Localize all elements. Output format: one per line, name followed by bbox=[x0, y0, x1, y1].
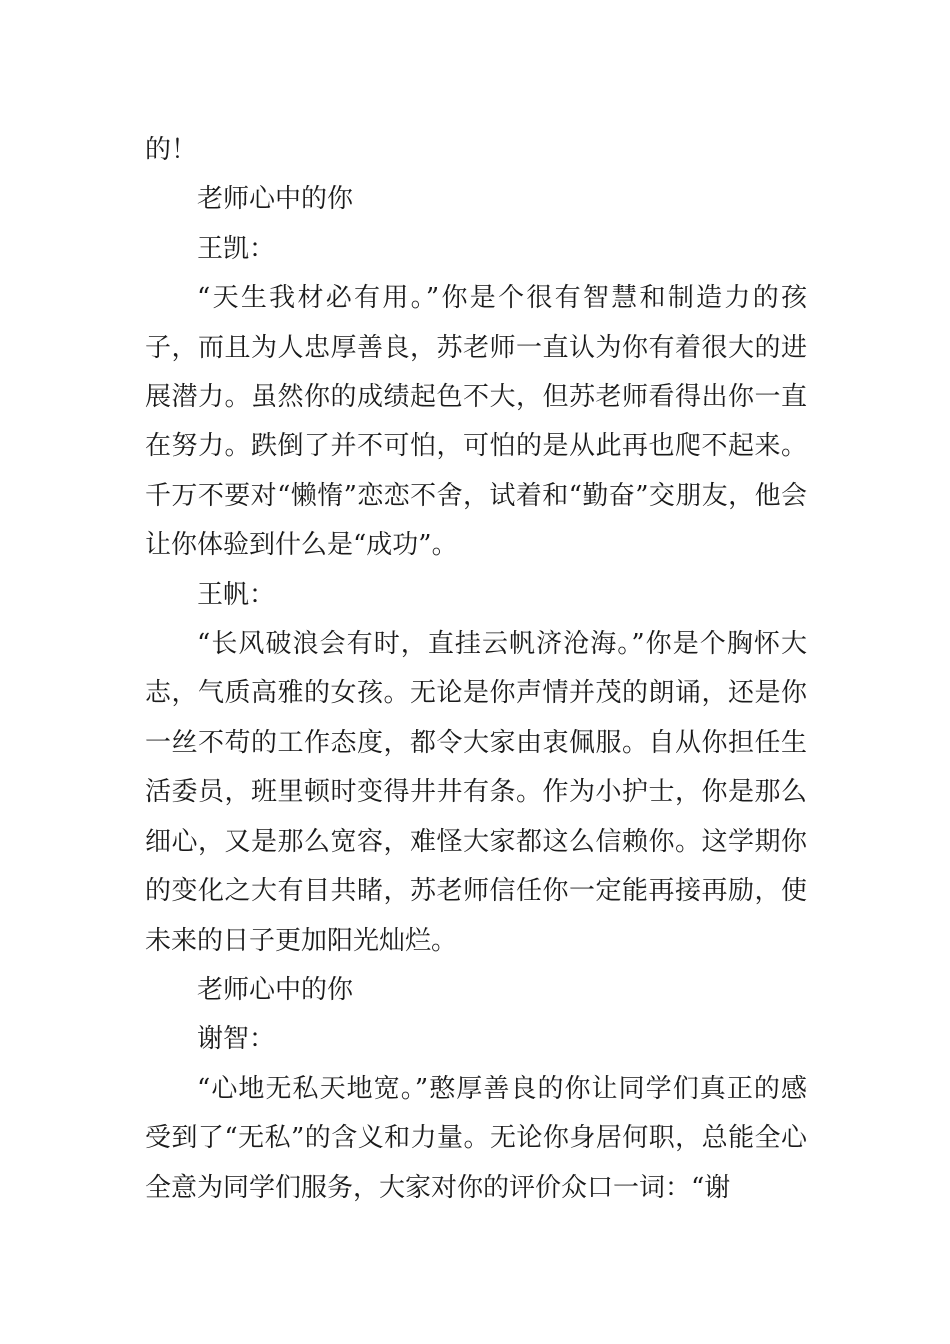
student-name-wangfan: 王帆： bbox=[197, 579, 276, 610]
section-heading: 老师心中的你 bbox=[197, 974, 354, 1005]
document-body bbox=[145, 126, 807, 1213]
student-name-wangkai: 王凯： bbox=[197, 233, 276, 264]
comment-paragraph-xiezhi: “心地无私天地宽。”憨厚善良的你让同学们真正的感受到了“无私”的含义和力量。无论你身居何职，总能全心全意为同学们服务，大家对你的评价众口一词：“谢 bbox=[145, 1073, 807, 1203]
comment-paragraph-wangfan: “长风破浪会有时，直挂云帆济沧海。”你是个胸怀大志，气质高雅的女孩。无论是你声情并茂的朗诵，还是你一丝不苟的工作态度，都令大家由衷佩服。自从你担任生活委员，班里顿时变得井井有条。作为小护士，你是那么细心，又是那么宽容，难怪大家都这么信赖你。这学期你的变化之大有目共睹，苏老师信任你一定能再接再励，使未来的日子更加阳光灿烂。 bbox=[145, 629, 807, 956]
student-name-xiezhi: 谢智： bbox=[197, 1024, 276, 1055]
comment-paragraph-wangkai: “天生我材必有用。”你是个很有智慧和制造力的孩子，而且为人忠厚善良，苏老师一直认为你有着很大的进展潜力。虽然你的成绩起色不大，但苏老师看得出你一直在努力。跌倒了并不可怕，可怕的是从此再也爬不起来。千万不要对“懒惰”恋恋不舍，试着和“勤奋”交朋友，他会让你体验到什么是“成功”。 bbox=[145, 283, 807, 561]
section-heading: 老师心中的你 bbox=[197, 184, 354, 215]
paragraph-fragment: 的！ bbox=[145, 135, 198, 165]
